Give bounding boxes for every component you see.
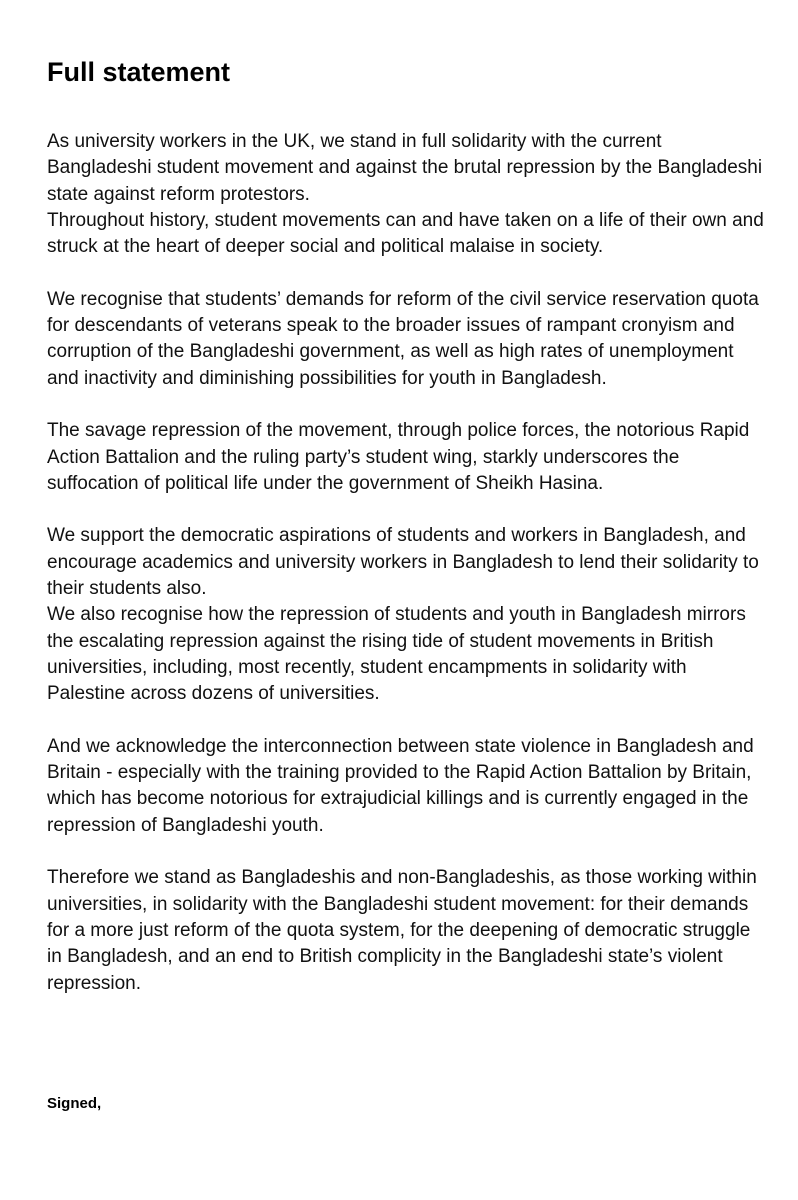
paragraph-quota-demands: We recognise that students’ demands for reform of the civil service reservation quota for descendants of veterans speak to the broader issues of rampant cronyism and corruption of the Bangladeshi government, as well as high rates of unemployment and inactivity and diminishing possibilities for youth in Bangladesh. xyxy=(47,288,759,389)
paragraph-democratic-aspirations: We support the democratic aspirations of students and workers in Bangladesh, and encourage academics and university workers in Bangladesh to lend their solidarity to their students also. xyxy=(47,525,759,600)
paragraph-british-universities: We also recognise how the repression of students and youth in Bangladesh mirrors the escalating repression against the rising tide of student movements in British universities, including, most recently, student encampments in solidarity with Palestine across dozens of universities. xyxy=(47,604,746,705)
page-title: Full statement xyxy=(47,57,231,87)
paragraph-spacer xyxy=(47,497,769,523)
signed-label: Signed, xyxy=(47,1095,102,1112)
paragraph-savage-repression: The savage repression of the movement, through police forces, the notorious Rapid Action Battalion and the ruling party’s student wing, starkly underscores the suffocation of political life under the government of Sheikh Hasina. xyxy=(47,420,750,494)
paragraph-spacer xyxy=(47,839,769,865)
paragraph-solidarity: As university workers in the UK, we stand in full solidarity with the current Bangladeshi student movement and against the brutal repression by the Bangladeshi state against reform protestors. xyxy=(47,131,763,205)
paragraph-spacer xyxy=(47,708,769,734)
paragraph-spacer xyxy=(47,260,769,286)
paragraph-interconnection: And we acknowledge the interconnection between state violence in Bangladesh and Britain - especially with the training provided to the Rapid Action Battalion by Britain, which has become notorious for extrajudicial killings and is currently engaged in the repression of Bangladeshi youth. xyxy=(47,735,754,836)
paragraph-spacer xyxy=(47,392,769,418)
paragraph-history: Throughout history, student movements can and have taken on a life of their own and struck at the heart of deeper social and political malaise in society. xyxy=(47,209,764,258)
paragraph-conclusion: Therefore we stand as Bangladeshis and non-Bangladeshis, as those working within universities, in solidarity with the Bangladeshi student movement: for their demands for a more just reform of the quota system, for the deepening of democratic struggle in Bangladesh, and an end to British complicity in the Bangladeshi state’s violent repression. xyxy=(47,867,757,994)
statement-body xyxy=(47,129,769,997)
